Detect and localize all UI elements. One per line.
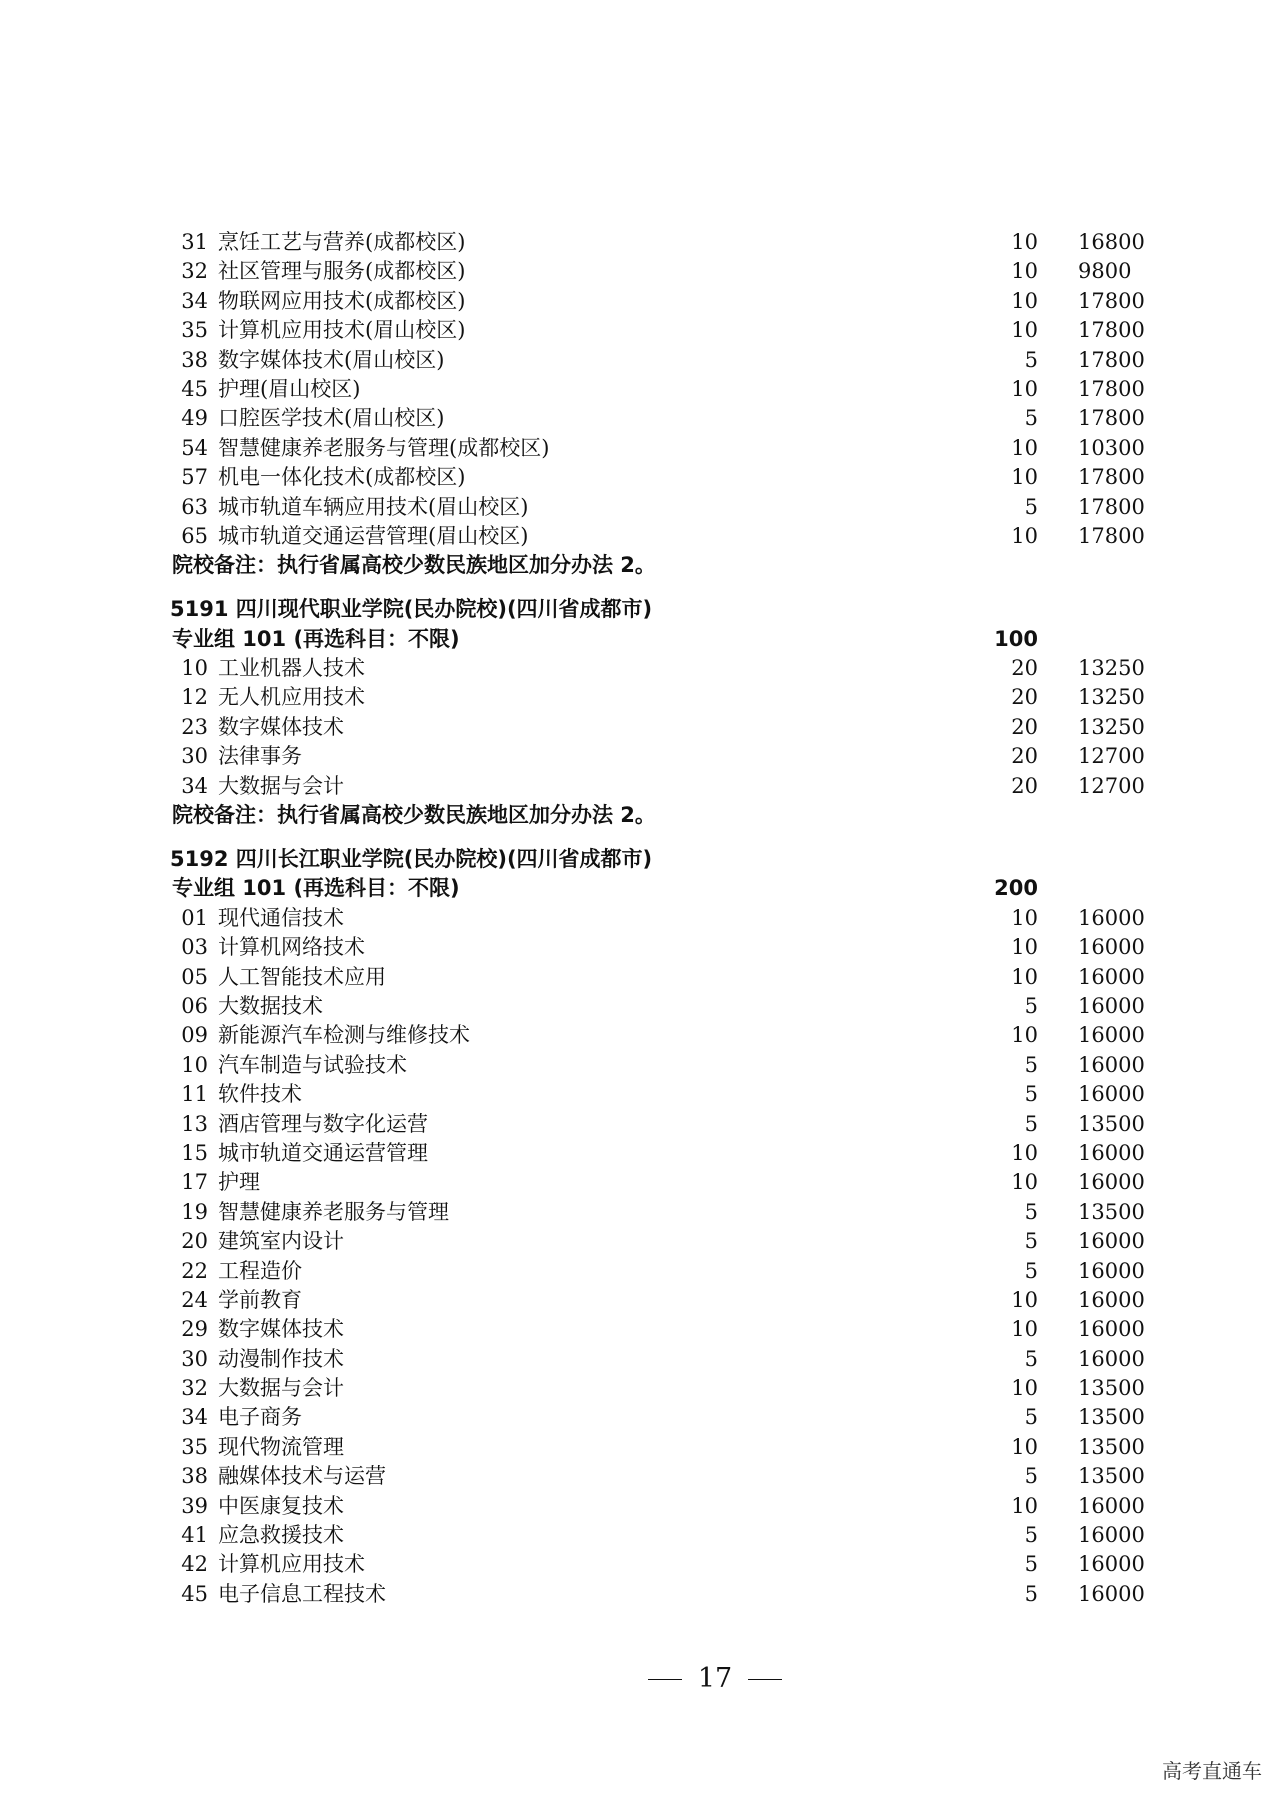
major-name: 动漫制作技术 (218, 1346, 344, 1371)
major-name: 无人机应用技术 (218, 685, 365, 710)
major-row (0, 963, 1280, 992)
section1-major-list (0, 228, 1280, 551)
plan-count: 10 (1011, 905, 1038, 930)
major-code: 06 (181, 993, 208, 1018)
major-name: 社区管理与服务(成都校区) (218, 259, 466, 284)
major-row (0, 713, 1280, 742)
tuition-fee: 13250 (1078, 714, 1145, 739)
tuition-fee: 16000 (1078, 1258, 1145, 1283)
major-name: 现代通信技术 (218, 905, 344, 930)
dash-left (648, 1679, 682, 1680)
major-code: 20 (181, 1229, 208, 1254)
major-row (0, 463, 1280, 492)
plan-count: 10 (1011, 230, 1038, 254)
plan-count: 5 (1024, 993, 1038, 1018)
major-code: 57 (181, 465, 208, 490)
tuition-fee: 17800 (1078, 288, 1145, 313)
tuition-fee: 13500 (1078, 1199, 1145, 1224)
section1-note: 院校备注：执行省属高校少数民族地区加分办法 2。 (172, 553, 656, 578)
page-number-text: 17 (697, 1663, 733, 1694)
plan-count: 10 (1011, 935, 1038, 960)
major-name: 大数据与会计 (218, 773, 344, 798)
major-name: 工程造价 (218, 1258, 302, 1283)
major-code: 30 (181, 744, 208, 769)
plan-count: 20 (1011, 714, 1038, 739)
major-row (0, 1227, 1280, 1256)
plan-count: 10 (1011, 1170, 1038, 1195)
tuition-fee: 16000 (1078, 1523, 1145, 1548)
plan-count: 10 (1011, 259, 1038, 284)
plan-count: 20 (1011, 773, 1038, 798)
major-code: 34 (181, 773, 208, 798)
page-number (0, 1663, 1280, 1694)
major-code: 45 (181, 376, 208, 401)
major-row (0, 1374, 1280, 1403)
major-code: 41 (181, 1523, 208, 1548)
tuition-fee: 16000 (1078, 1581, 1145, 1606)
major-row (0, 1168, 1280, 1197)
plan-count: 10 (1011, 435, 1038, 460)
major-code: 38 (181, 1464, 208, 1489)
tuition-fee: 16000 (1078, 1229, 1145, 1254)
plan-count: 10 (1011, 1287, 1038, 1312)
major-name: 电子商务 (218, 1405, 302, 1430)
major-row (0, 1550, 1280, 1579)
plan-count: 5 (1024, 1346, 1038, 1371)
major-row (0, 257, 1280, 286)
tuition-fee: 17800 (1078, 376, 1145, 401)
plan-count: 5 (1024, 1405, 1038, 1430)
plan-count: 5 (1024, 1111, 1038, 1136)
major-row (0, 1198, 1280, 1227)
major-row (0, 522, 1280, 551)
tuition-fee: 17800 (1078, 494, 1145, 519)
major-row (0, 493, 1280, 522)
major-code: 54 (181, 435, 208, 460)
plan-count: 5 (1024, 1464, 1038, 1489)
major-row (0, 1433, 1280, 1462)
major-code: 12 (181, 685, 208, 710)
major-row (0, 316, 1280, 345)
major-row (0, 1403, 1280, 1432)
plan-count: 5 (1024, 1523, 1038, 1548)
major-code: 34 (181, 288, 208, 313)
major-code: 10 (181, 656, 208, 681)
plan-count: 10 (1011, 1376, 1038, 1401)
tuition-fee: 13500 (1078, 1111, 1145, 1136)
tuition-fee: 17800 (1078, 406, 1145, 431)
major-code: 30 (181, 1346, 208, 1371)
major-name: 大数据与会计 (218, 1376, 344, 1401)
plan-count: 10 (1011, 288, 1038, 313)
major-code: 22 (181, 1258, 208, 1283)
major-name: 护理 (218, 1170, 260, 1195)
plan-count: 5 (1024, 1199, 1038, 1224)
plan-count: 5 (1024, 1052, 1038, 1077)
tuition-fee: 16000 (1078, 1493, 1145, 1518)
major-code: 49 (181, 406, 208, 431)
tuition-fee: 16000 (1078, 1170, 1145, 1195)
major-group-header (0, 874, 1280, 903)
major-group-header (0, 625, 1280, 654)
major-code: 32 (181, 259, 208, 284)
major-name: 烹饪工艺与营养(成都校区) (218, 230, 466, 254)
major-name: 法律事务 (218, 744, 302, 769)
major-code: 24 (181, 1287, 208, 1312)
tuition-fee: 9800 (1078, 259, 1132, 284)
major-name: 电子信息工程技术 (218, 1581, 386, 1606)
plan-count: 10 (1011, 1493, 1038, 1518)
major-row (0, 1580, 1280, 1609)
major-code: 42 (181, 1552, 208, 1577)
major-name: 软件技术 (218, 1082, 302, 1107)
major-row (0, 1462, 1280, 1491)
major-row (0, 904, 1280, 933)
major-code: 35 (181, 1434, 208, 1459)
plan-count: 10 (1011, 1140, 1038, 1165)
major-name: 智慧健康养老服务与管理(成都校区) (218, 435, 550, 460)
major-row (0, 742, 1280, 771)
major-name: 现代物流管理 (218, 1434, 344, 1459)
major-row (0, 1021, 1280, 1050)
tuition-fee: 16800 (1078, 230, 1145, 254)
major-name: 融媒体技术与运营 (218, 1464, 386, 1489)
plan-count: 20 (1011, 685, 1038, 710)
major-name: 中医康复技术 (218, 1493, 344, 1518)
major-name: 计算机应用技术 (218, 1552, 365, 1577)
major-name: 新能源汽车检测与维修技术 (218, 1023, 470, 1048)
major-code: 34 (181, 1405, 208, 1430)
major-code: 65 (181, 523, 208, 548)
major-row (0, 228, 1280, 257)
major-name: 城市轨道交通运营管理 (218, 1140, 428, 1165)
major-row (0, 434, 1280, 463)
major-row (0, 772, 1280, 801)
major-row (0, 1139, 1280, 1168)
major-code: 09 (181, 1023, 208, 1048)
tuition-fee: 12700 (1078, 744, 1145, 769)
tuition-fee: 13500 (1078, 1464, 1145, 1489)
major-code: 15 (181, 1140, 208, 1165)
tuition-fee: 17800 (1078, 465, 1145, 490)
tuition-fee: 13250 (1078, 656, 1145, 681)
major-name: 数字媒体技术 (218, 714, 344, 739)
major-name: 城市轨道交通运营管理(眉山校区) (218, 523, 529, 548)
major-name: 酒店管理与数字化运营 (218, 1111, 428, 1136)
tuition-fee: 17800 (1078, 318, 1145, 343)
major-code: 17 (181, 1170, 208, 1195)
major-row (0, 1051, 1280, 1080)
school-heading-5192: 5192 四川长江职业学院(民办院校)(四川省成都市) (170, 847, 653, 872)
plan-count: 5 (1024, 494, 1038, 519)
major-code: 23 (181, 714, 208, 739)
section2-major-list (0, 654, 1280, 801)
major-name: 计算机网络技术 (218, 935, 365, 960)
major-name: 应急救援技术 (218, 1523, 344, 1548)
plan-count: 5 (1024, 1552, 1038, 1577)
tuition-fee: 16000 (1078, 1140, 1145, 1165)
major-code: 13 (181, 1111, 208, 1136)
major-code: 39 (181, 1493, 208, 1518)
tuition-fee: 16000 (1078, 1023, 1145, 1048)
major-code: 63 (181, 494, 208, 519)
watermark: 高考直通车 (1162, 1759, 1262, 1783)
major-row (0, 404, 1280, 433)
plan-count: 5 (1024, 1581, 1038, 1606)
major-code: 05 (181, 964, 208, 989)
plan-count: 5 (1024, 406, 1038, 431)
major-row (0, 1080, 1280, 1109)
plan-count: 5 (1024, 1229, 1038, 1254)
major-row (0, 287, 1280, 316)
major-name: 数字媒体技术(眉山校区) (218, 347, 445, 372)
tuition-fee: 16000 (1078, 993, 1145, 1018)
major-name: 工业机器人技术 (218, 656, 365, 681)
major-row (0, 1286, 1280, 1315)
major-row (0, 375, 1280, 404)
major-name: 城市轨道车辆应用技术(眉山校区) (218, 494, 529, 519)
major-row (0, 1110, 1280, 1139)
tuition-fee: 13500 (1078, 1376, 1145, 1401)
plan-count: 5 (1024, 347, 1038, 372)
major-name: 物联网应用技术(成都校区) (218, 288, 466, 313)
group-total: 200 (994, 876, 1038, 901)
major-code: 19 (181, 1199, 208, 1224)
tuition-fee: 13500 (1078, 1434, 1145, 1459)
major-name: 护理(眉山校区) (218, 376, 361, 401)
major-code: 31 (181, 230, 208, 254)
plan-count: 5 (1024, 1258, 1038, 1283)
major-row (0, 1345, 1280, 1374)
plan-count: 10 (1011, 1434, 1038, 1459)
major-name: 计算机应用技术(眉山校区) (218, 318, 466, 343)
plan-count: 10 (1011, 964, 1038, 989)
plan-count: 10 (1011, 318, 1038, 343)
major-row (0, 1315, 1280, 1344)
major-code: 45 (181, 1581, 208, 1606)
major-name: 机电一体化技术(成都校区) (218, 465, 466, 490)
major-code: 29 (181, 1317, 208, 1342)
plan-count: 10 (1011, 1023, 1038, 1048)
tuition-fee: 13250 (1078, 685, 1145, 710)
major-name: 人工智能技术应用 (218, 964, 386, 989)
tuition-fee: 16000 (1078, 1346, 1145, 1371)
major-code: 10 (181, 1052, 208, 1077)
major-name: 学前教育 (218, 1287, 302, 1312)
document-body (0, 228, 1280, 1609)
tuition-fee: 16000 (1078, 1552, 1145, 1577)
major-code: 01 (181, 905, 208, 930)
major-row (0, 654, 1280, 683)
plan-count: 10 (1011, 465, 1038, 490)
plan-count: 10 (1011, 376, 1038, 401)
major-name: 汽车制造与试验技术 (218, 1052, 407, 1077)
major-name: 口腔医学技术(眉山校区) (218, 406, 445, 431)
plan-count: 10 (1011, 523, 1038, 548)
section2-note: 院校备注：执行省属高校少数民族地区加分办法 2。 (172, 803, 656, 828)
major-row (0, 992, 1280, 1021)
group-label: 专业组 101 (再选科目：不限) (172, 626, 460, 651)
major-row (0, 1492, 1280, 1521)
major-row (0, 933, 1280, 962)
tuition-fee: 13500 (1078, 1405, 1145, 1430)
major-code: 32 (181, 1376, 208, 1401)
tuition-fee: 10300 (1078, 435, 1145, 460)
plan-count: 10 (1011, 1317, 1038, 1342)
tuition-fee: 16000 (1078, 935, 1145, 960)
major-row (0, 346, 1280, 375)
major-name: 建筑室内设计 (218, 1229, 344, 1254)
group-total: 100 (994, 626, 1038, 651)
tuition-fee: 16000 (1078, 1082, 1145, 1107)
major-row (0, 1521, 1280, 1550)
school-heading-5191: 5191 四川现代职业学院(民办院校)(四川省成都市) (170, 597, 653, 622)
section3-major-list (0, 904, 1280, 1609)
tuition-fee: 17800 (1078, 347, 1145, 372)
tuition-fee: 16000 (1078, 1317, 1145, 1342)
major-name: 大数据技术 (218, 993, 323, 1018)
major-name: 智慧健康养老服务与管理 (218, 1199, 449, 1224)
tuition-fee: 16000 (1078, 1052, 1145, 1077)
plan-count: 20 (1011, 656, 1038, 681)
tuition-fee: 17800 (1078, 523, 1145, 548)
plan-count: 20 (1011, 744, 1038, 769)
tuition-fee: 16000 (1078, 905, 1145, 930)
major-row (0, 1257, 1280, 1286)
tuition-fee: 16000 (1078, 964, 1145, 989)
major-row (0, 683, 1280, 712)
major-code: 03 (181, 935, 208, 960)
major-code: 38 (181, 347, 208, 372)
tuition-fee: 16000 (1078, 1287, 1145, 1312)
tuition-fee: 12700 (1078, 773, 1145, 798)
major-code: 35 (181, 318, 208, 343)
group-label: 专业组 101 (再选科目：不限) (172, 876, 460, 901)
major-name: 数字媒体技术 (218, 1317, 344, 1342)
major-code: 11 (181, 1082, 208, 1107)
plan-count: 5 (1024, 1082, 1038, 1107)
dash-right (748, 1679, 782, 1680)
